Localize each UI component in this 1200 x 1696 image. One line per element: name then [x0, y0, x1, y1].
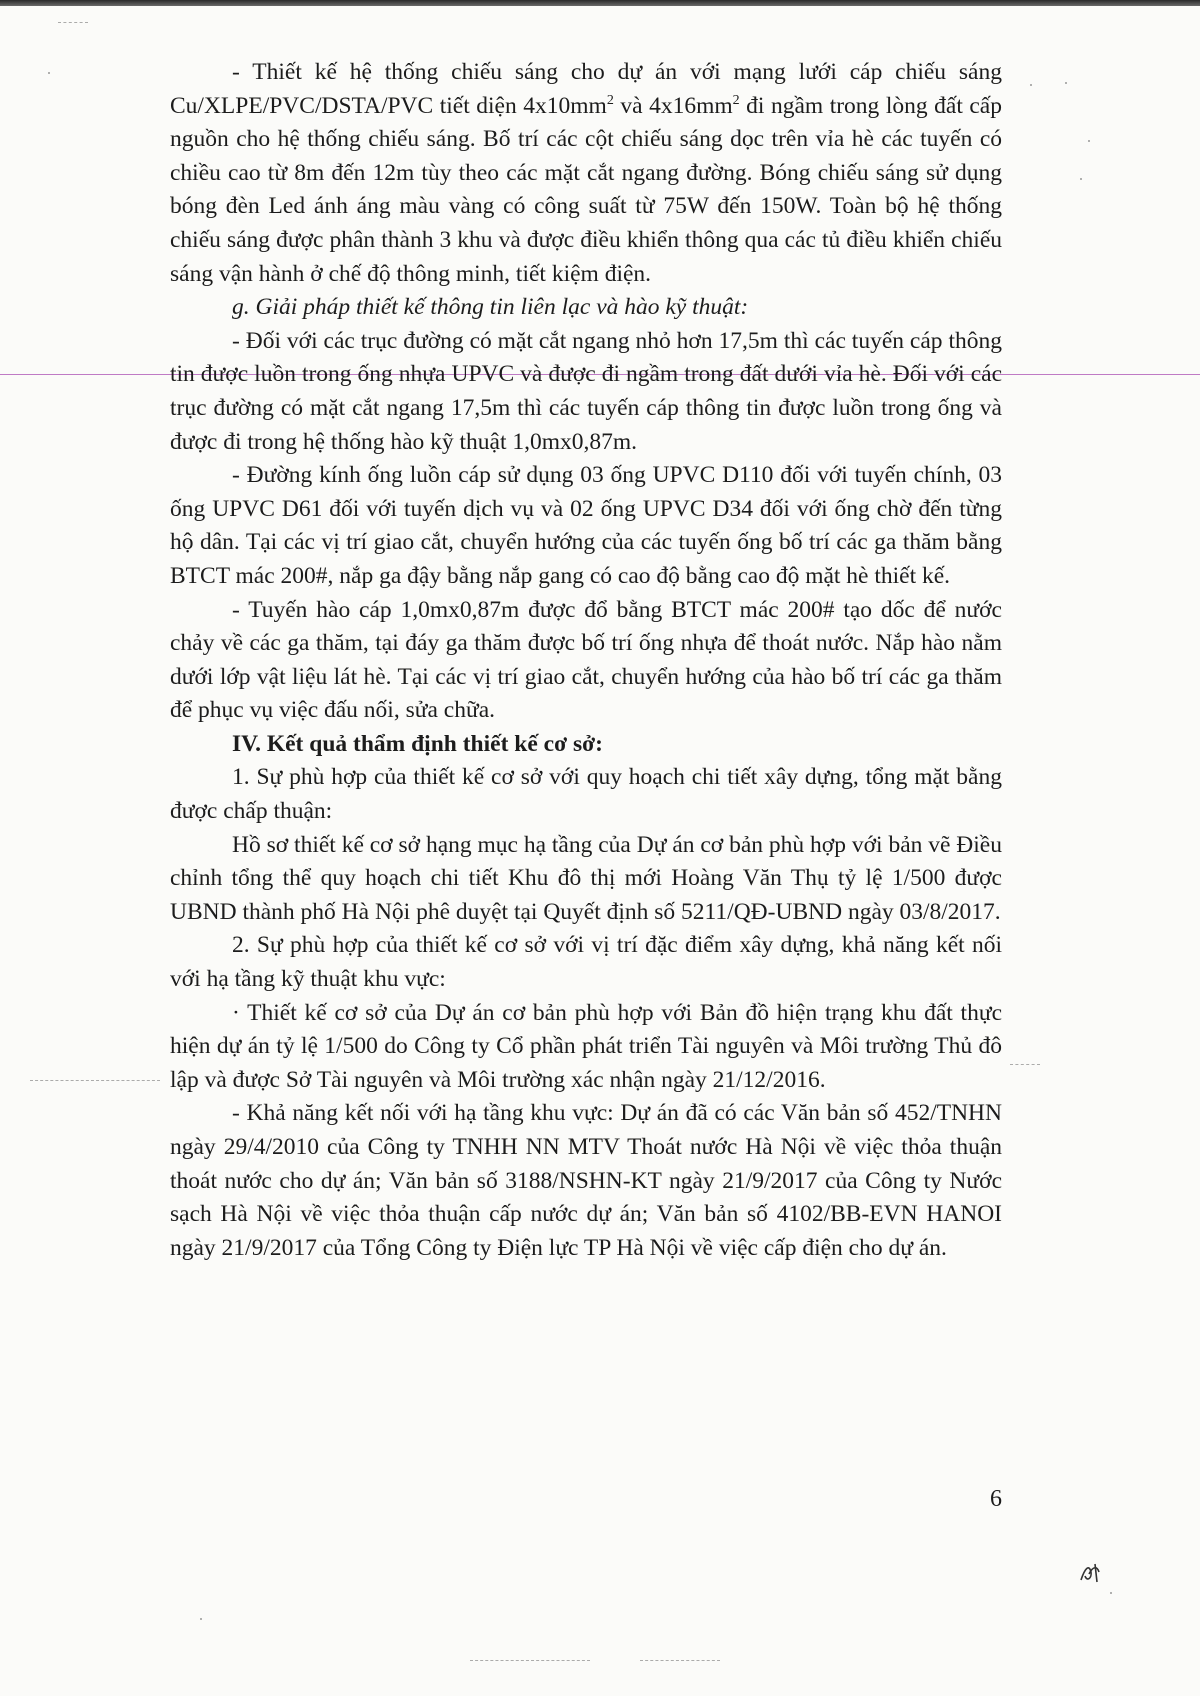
scan-speck	[1110, 1592, 1112, 1594]
scan-top-edge	[0, 0, 1200, 6]
section-heading-g: g. Giải pháp thiết kế thông tin liên lạc và hào kỹ thuật:	[232, 294, 749, 321]
scan-speck	[1065, 82, 1067, 84]
handwritten-initials-mark	[1075, 1558, 1105, 1588]
scan-speck	[1030, 84, 1032, 86]
section-heading-iv: IV. Kết quả thẩm định thiết kế cơ sở:	[232, 730, 603, 757]
subsection-heading-2: 2. Sự phù hợp của thiết kế cơ sở với vị trí đặc điểm xây dựng, khả năng kết nối với hạ tầng kỹ thuật khu vực:	[170, 932, 1002, 993]
paragraph-lighting: - Thiết kế hệ thống chiếu sáng cho dự án với mạng lưới cáp chiếu sáng Cu/XLPE/PVC/DSTA/PVC tiết diện $4x10mm^2$ và $4x16mm^2$ đi ngầm trong lòng đất cấp nguồn cho hệ thống chiếu sáng. Bố trí các cột chiếu sáng dọc trên vỉa hè các tuyến có chiều cao từ 8m đến 12m tùy theo các mặt cắt ngang đường. Bóng chiếu sáng sử dụng bóng đèn Led ánh áng màu vàng có công suất từ 75W đến 150W. Toàn bộ hệ thống chiếu sáng được phân thành 3 khu và được điều khiển thông qua các tủ điều khiển chiếu sáng vận hành ở chế độ thông minh, tiết kiệm điện.	[170, 59, 1002, 287]
scan-speck	[200, 1618, 202, 1620]
scan-artifact-dash	[1010, 1064, 1040, 1066]
scan-artifact-dash	[640, 1660, 720, 1662]
scan-artifact-dash	[30, 1080, 160, 1082]
document-body	[170, 56, 1002, 1265]
scan-speck	[1080, 178, 1082, 180]
scan-artifact-dash	[470, 1660, 590, 1662]
paragraph-telecom-cables: - Đối với các trục đường có mặt cắt ngang nhỏ hơn 17,5m thì các tuyến cáp thông tin được luồn trong ống nhựa UPVC và được đi ngầm trong đất dưới vỉa hè. Đối với các trục đường có mặt cắt ngang 17,5m thì các tuyến cáp thông tin được luồn trong ống và được đi trong hệ thống hào kỹ thuật 1,0mx0,87m.	[170, 327, 1002, 455]
paragraph-planning-compliance: Hồ sơ thiết kế cơ sở hạng mục hạ tầng của Dự án cơ bản phù hợp với bản vẽ Điều chỉnh tổng thể quy hoạch chi tiết Khu đô thị mới Hoàng Văn Thụ tỷ lệ 1/500 được UBND thành phố Hà Nội phê duyệt tại Quyết định số 5211/QĐ-UBND ngày 03/8/2017.	[170, 831, 1002, 925]
paragraph-cable-trench: - Tuyến hào cáp 1,0mx0,87m được đổ bằng BTCT mác 200# tạo dốc để nước chảy về các ga thăm, tại đáy ga thăm được bố trí ống nhựa để thoát nước. Nắp hào nằm dưới lớp vật liệu lát hè. Tại các vị trí giao cắt, chuyển hướng của hào bố trí các ga thăm để phục vụ việc đấu nối, sửa chữa.	[170, 596, 1002, 724]
scan-artifact-dash	[58, 22, 88, 24]
scan-speck	[1088, 140, 1090, 142]
scan-speck	[48, 72, 50, 74]
paragraph-conduit-diameter: - Đường kính ống luồn cáp sử dụng 03 ống UPVC D110 đối với tuyến chính, 03 ống UPVC D61 đối với tuyến dịch vụ và 02 ống UPVC D34 đối với ống chờ đến từng hộ dân. Tại các vị trí giao cắt, chuyển hướng của các tuyến ống bố trí các ga thăm bằng BTCT mác 200#, nắp ga đậy bằng nắp gang có cao độ bằng cao độ mặt hè thiết kế.	[170, 462, 1002, 589]
page-number: 6	[990, 1486, 1002, 1512]
paragraph-infrastructure-connection: - Khả năng kết nối với hạ tầng khu vực: Dự án đã có các Văn bản số 452/TNHN ngày 29/4/2010 của Công ty TNHH NN MTV Thoát nước Hà Nội về việc thỏa thuận thoát nước cho dự án; Văn bản số 3188/NSHN-KT ngày 21/9/2017 của Công ty Nước sạch Hà Nội về việc thỏa thuận cấp nước dự án; Văn bản số 4102/BB-EVN HANOI ngày 21/9/2017 của Tổng Công ty Điện lực TP Hà Nội về việc cấp điện cho dự án.	[170, 1100, 1002, 1261]
subsection-heading-1: 1. Sự phù hợp của thiết kế cơ sở với quy hoạch chi tiết xây dựng, tổng mặt bằng được chấp thuận:	[170, 764, 1002, 825]
paragraph-site-map: · Thiết kế cơ sở của Dự án cơ bản phù hợp với Bản đồ hiện trạng khu đất thực hiện dự án tỷ lệ 1/500 do Công ty Cổ phần phát triển Tài nguyên và Môi trường Thủ đô lập và được Sở Tài nguyên và Môi trường xác nhận ngày 21/12/2016.	[170, 999, 1002, 1093]
